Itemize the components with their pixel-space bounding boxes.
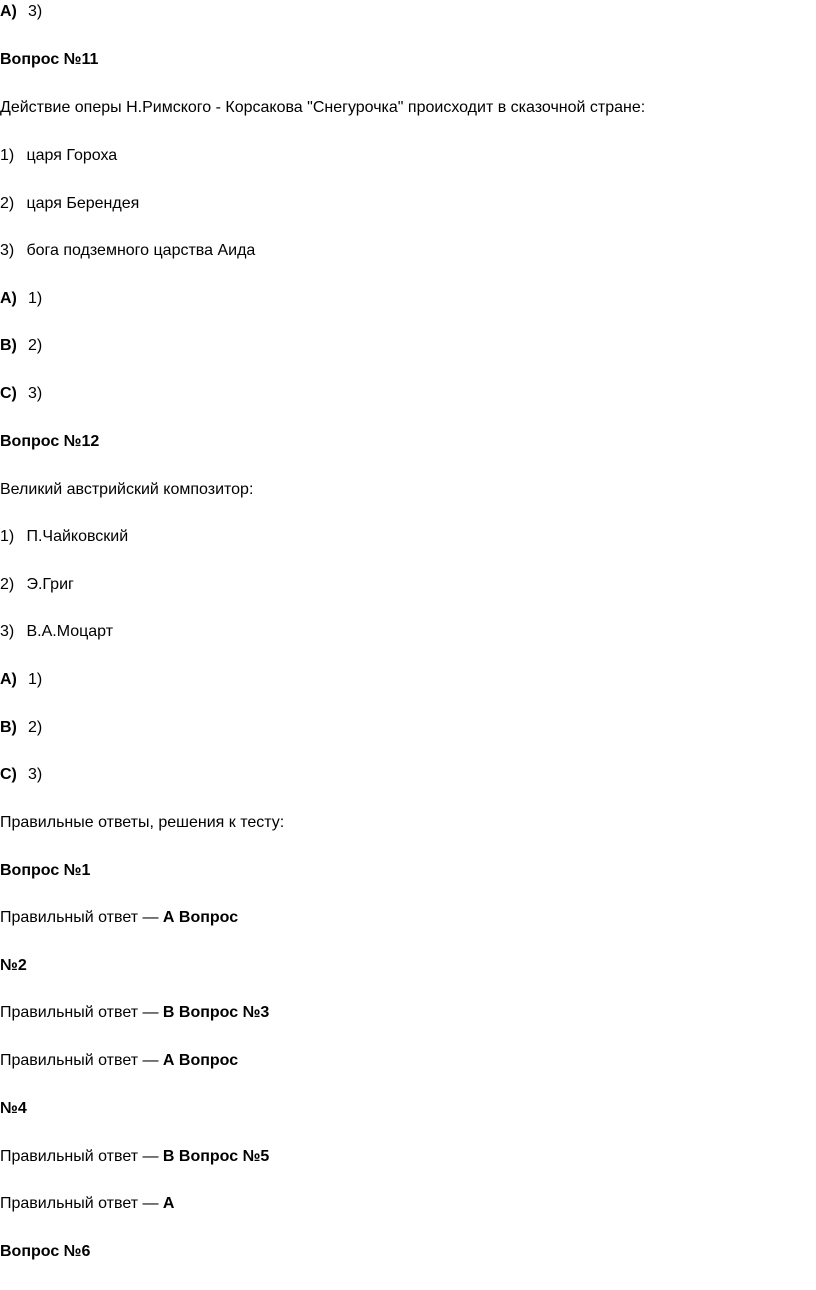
option-number: 2) (0, 576, 15, 593)
solution-answer: В Вопрос №5 (162, 1148, 270, 1165)
answer-letter: B) (0, 719, 17, 736)
solution-line (0, 1146, 269, 1168)
answer-letter: B) (0, 337, 17, 354)
answer-letter: A) (0, 290, 17, 307)
answer-option (0, 764, 42, 786)
answer-letter: C) (0, 385, 17, 402)
option-text: царя Гороха (26, 147, 118, 164)
answer-text: 2) (28, 719, 43, 736)
option-text: Э.Григ (26, 576, 74, 593)
answer-text: 3) (28, 766, 43, 783)
solution-prefix: Правильный ответ — (0, 1195, 163, 1212)
answer-text: 3) (28, 385, 43, 402)
solution-answer: №4 (0, 1100, 27, 1117)
question-heading-12: Вопрос №12 (0, 433, 100, 450)
option-number: 1) (0, 147, 15, 164)
solution-line (0, 955, 27, 977)
solution-answer: А (162, 1195, 175, 1212)
solution-prefix: Правильный ответ — (0, 1004, 163, 1021)
solutions-title: Правильные ответы, решения к тесту: (0, 814, 285, 831)
solution-line (0, 1002, 269, 1024)
option-item (0, 240, 255, 262)
answer-text: 3) (28, 3, 43, 20)
solution-prefix: Правильный ответ — (0, 909, 163, 926)
answer-text: 1) (28, 290, 43, 307)
option-item (0, 145, 117, 167)
answer-letter: A) (0, 671, 17, 688)
option-text: бога подземного царства Аида (26, 242, 256, 259)
solution-line (0, 1098, 27, 1120)
question-heading-11: Вопрос №11 (0, 51, 99, 68)
solution-prefix: Правильный ответ — (0, 1148, 163, 1165)
answer-option (0, 288, 42, 310)
option-number: 3) (0, 623, 15, 640)
answer-option (0, 335, 42, 357)
solution-answer: В Вопрос №3 (162, 1004, 270, 1021)
answer-text: 1) (28, 671, 43, 688)
answer-option (0, 669, 42, 691)
answer-option (0, 1, 42, 23)
option-text: царя Берендея (26, 195, 140, 212)
solution-heading-6: Вопрос №6 (0, 1243, 91, 1260)
solution-prefix: Правильный ответ — (0, 1052, 163, 1069)
option-number: 2) (0, 195, 15, 212)
option-item (0, 574, 74, 596)
answer-option (0, 383, 42, 405)
solution-heading-1: Вопрос №1 (0, 862, 91, 879)
solution-answer: А Вопрос (162, 909, 239, 926)
solution-line (0, 1050, 238, 1072)
option-text: П.Чайковский (26, 528, 129, 545)
solution-answer: №2 (0, 957, 27, 974)
solution-answer: А Вопрос (162, 1052, 239, 1069)
answer-letter: A) (0, 3, 17, 20)
option-item (0, 621, 113, 643)
option-number: 1) (0, 528, 15, 545)
answer-text: 2) (28, 337, 43, 354)
question-text-11: Действие оперы Н.Римского - Корсакова "Снегурочка" происходит в сказочной стране: (0, 99, 646, 116)
option-number: 3) (0, 242, 15, 259)
answer-option (0, 717, 42, 739)
solution-line (0, 1193, 174, 1215)
question-text-12: Великий австрийский композитор: (0, 481, 254, 498)
option-item (0, 526, 128, 548)
answer-letter: C) (0, 766, 17, 783)
option-text: В.А.Моцарт (26, 623, 114, 640)
option-item (0, 193, 139, 215)
solution-line (0, 907, 238, 929)
